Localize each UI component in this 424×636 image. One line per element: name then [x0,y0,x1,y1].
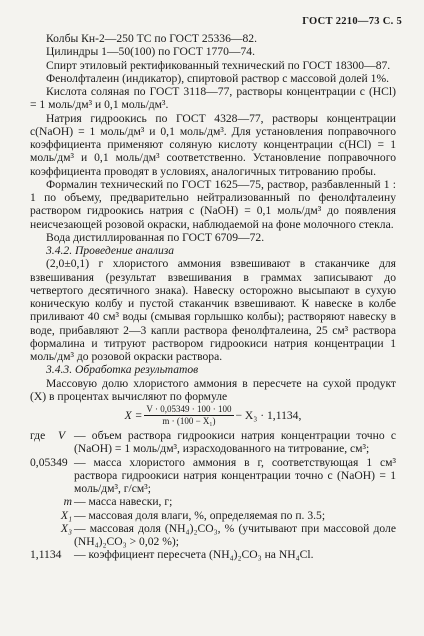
paragraph: Натрия гидроокись по ГОСТ 4328—77, растворы концентрации с(NaOH) = 1 моль/дм³ и 0,1 моль/дм³. Для установления поправочного коэффициента применяют соляную кислоту концентрации с(HCl) = 1 моль/дм³ и 0,1 моль/дм³ соответственно. Установление поправочного коэффициента проводят в условиях, аналогичных титрованию пробы. [30,111,396,178]
definition-text: — масса хлористого аммония в г, соответствующая 1 см³ раствора гидроокиси натрия концентрации точно с (NaOH) = 1 моль/дм³, г/см³; [74,455,396,495]
formula [30,404,396,427]
paragraph: Кислота соляная по ГОСТ 3118—77, растворы концентрации с (HCl) = 1 моль/дм³ и 0,1 моль/дм³. [30,85,396,112]
definitions-list [30,429,396,562]
definition-row [30,548,396,561]
definition-intro: где [30,429,46,442]
definition-text: — массовая доля (NH₄)₂CO₃, % (учитывают при массовой доле (NH₄)₂CO₃ > 0,02 %); [74,521,396,548]
section-heading: 3.4.3. Обработка результатов [46,363,199,377]
section-heading: 3.4.2. Проведение анализа [46,244,175,257]
definition-symbol: m [63,495,72,509]
paragraph: (2,0±0,1) г хлористого аммония взвешивают в стаканчике для взвешивания (результат взвешивания в граммах записывают до четвертого десятичного знака). Навеску осторожно высыпают в сухую коническую колбу и пустой стаканчик взвешивают. К навеске в колбе приливают 40 см³ воды (смывая горлышко колбы); растворяют навеску в воде, прибавляют 2—3 капли раствора фенолфталеина, 25 см³ раствора формалина и титруют раствором гидроокиси натрия концентрации 1 моль/дм³ до розовой окраски раствора. [30,257,396,363]
definition-row [30,456,396,496]
definition-row [30,429,396,456]
definition-text: — коэффициент пересчета (NH₄)₂CO₃ на NH₄Cl. [74,548,314,562]
page-header: ГОСТ 2210—73 С. 5 [302,16,402,27]
document-body [30,32,396,562]
paragraph: Спирт этиловый ректификованный технический по ГОСТ 18300—87. [46,58,391,72]
formula-denominator: m · (100 − X₁) [162,416,216,426]
definition-text: — масса навески, г; [74,495,173,509]
definition-row [30,522,396,549]
definition-symbol: 0,05349 [30,455,68,469]
paragraph: Цилиндры 1—50(100) по ГОСТ 1770—74. [46,45,255,59]
formula-rhs: − X₃ · 1,1134, [235,408,302,422]
definition-symbol: 1,1134 [30,548,62,562]
definition-text: — массовая доля влаги, %, определяемая по п. 3.5; [74,508,326,522]
definition-row [30,509,396,522]
paragraph: Массовую долю хлористого аммония в пересчете на сухой продукт (X) в процентах вычисляют по формуле [30,376,396,403]
paragraph: Формалин технический по ГОСТ 1625—75, раствор, разбавленный 1 : 1 по объему, предварительно нейтрализованный по фенолфталеину раствором гидроокись натрия с (NaOH) = 0,1 моль/дм³ до появления неисчезающей розовой окраски, наблюдаемой на фоне молочного стекла. [30,177,396,231]
definition-symbol: X₁ [60,508,72,522]
definition-symbol: V [58,429,66,442]
formula-fraction [144,404,233,427]
formula-numerator: V · 0,05349 · 100 · 100 [146,404,232,414]
formula-lhs: X = [124,408,143,422]
paragraph: Фенолфталеин (индикатор), спиртовой раствор с массовой долей 1%. [46,71,389,85]
paragraph: Колбы Кн-2—250 ТС по ГОСТ 25336—82. [46,32,257,45]
definition-symbol: X₃ [60,521,72,535]
definition-row [30,495,396,508]
definition-text: — объем раствора гидроокиси натрия концентрации точно с (NaOH) = 1 моль/дм³, израсходованного на титрование, см³; [74,429,396,456]
paragraph: Вода дистиллированная по ГОСТ 6709—72. [46,230,265,244]
